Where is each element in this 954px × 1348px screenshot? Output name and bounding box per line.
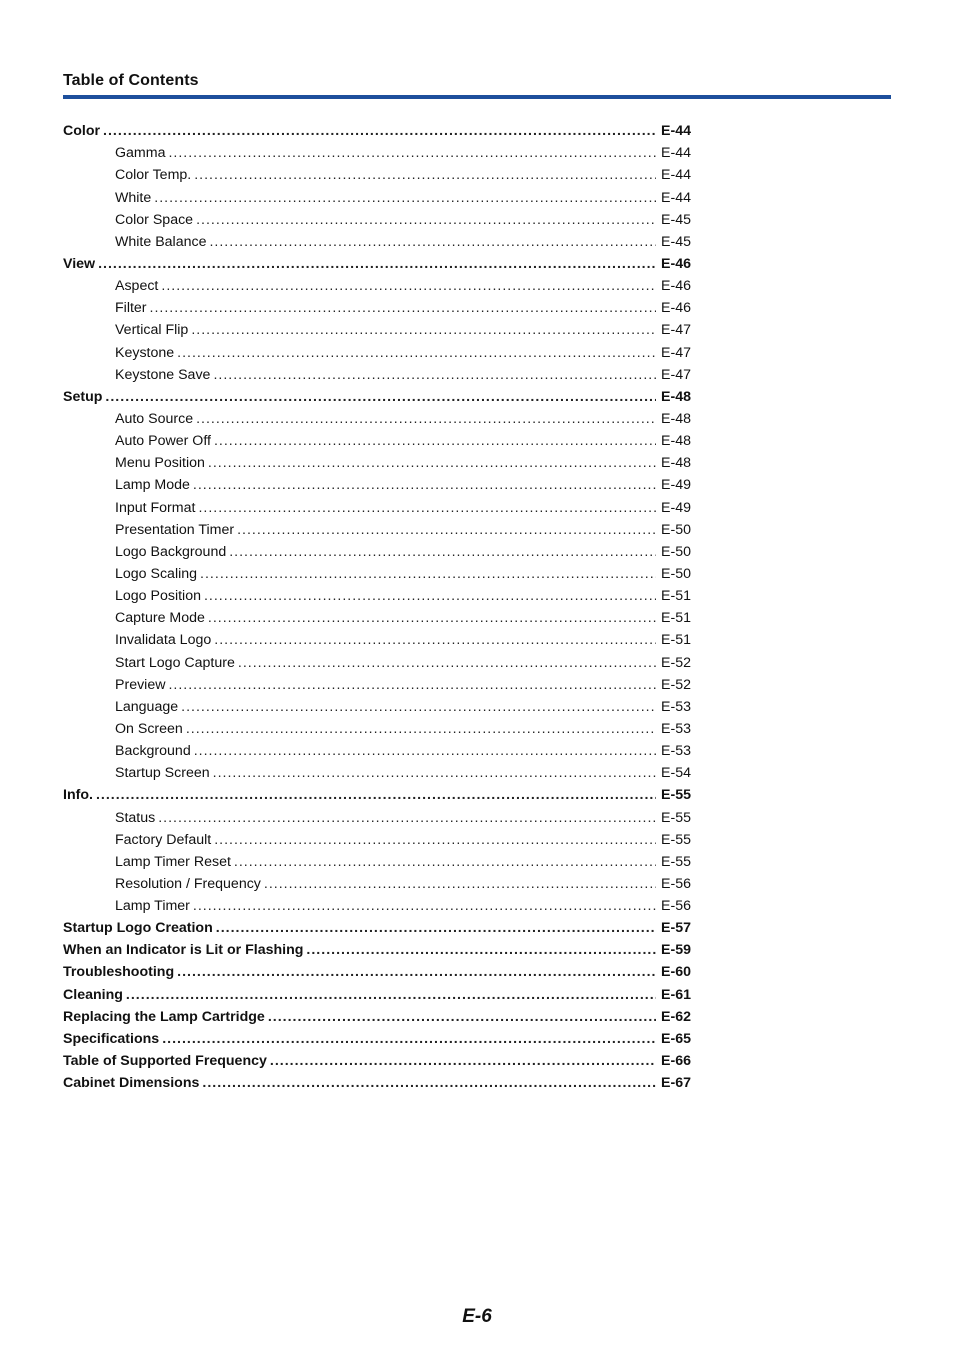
toc-subsection-entry[interactable]	[63, 806, 691, 828]
dot-leader	[177, 961, 656, 983]
dot-leader	[162, 1028, 656, 1050]
toc-entry-label: Keystone	[115, 344, 175, 361]
toc-entry-page: E-55	[661, 809, 691, 826]
dot-leader	[98, 253, 656, 275]
toc-entry-label: Menu Position	[115, 455, 205, 472]
toc-entry-label: Lamp Timer	[115, 898, 190, 915]
toc-entry-page: E-47	[661, 322, 691, 339]
toc-entry-page: E-60	[661, 964, 691, 981]
toc-subsection-entry[interactable]	[63, 186, 691, 208]
toc-subsection-entry[interactable]	[63, 607, 691, 629]
toc-entry-label: Factory Default	[115, 831, 212, 848]
toc-entry-page: E-57	[661, 920, 691, 937]
toc-subsection-entry[interactable]	[63, 762, 691, 784]
toc-subsection-entry[interactable]	[63, 209, 691, 231]
toc-subsection-entry[interactable]	[63, 142, 691, 164]
dot-leader	[214, 430, 656, 452]
toc-entry-label: Lamp Mode	[115, 477, 190, 494]
toc-entry-label: Lamp Timer Reset	[115, 853, 231, 870]
toc-subsection-entry[interactable]	[63, 341, 691, 363]
toc-section-entry[interactable]	[63, 983, 691, 1005]
toc-subsection-entry[interactable]	[63, 474, 691, 496]
dot-leader	[214, 629, 656, 651]
toc-entry-label: Replacing the Lamp Cartridge	[63, 1008, 265, 1025]
toc-subsection-entry[interactable]	[63, 651, 691, 673]
toc-subsection-entry[interactable]	[63, 364, 691, 386]
toc-entry-page: E-44	[661, 123, 691, 140]
toc-entry-page: E-46	[661, 255, 691, 272]
toc-section-entry[interactable]	[63, 784, 691, 806]
toc-entry-page: E-45	[661, 233, 691, 250]
toc-entry-page: E-50	[661, 521, 691, 538]
header-divider	[63, 95, 891, 99]
toc-entry-page: E-65	[661, 1030, 691, 1047]
dot-leader	[213, 364, 656, 386]
toc-entry-page: E-44	[661, 167, 691, 184]
toc-entry-page: E-55	[661, 787, 691, 804]
toc-entry-label: Vertical Flip	[115, 322, 189, 339]
toc-entry-label: White	[115, 189, 152, 206]
toc-entry-page: E-55	[661, 853, 691, 870]
toc-entry-label: Invalidata Logo	[115, 632, 212, 649]
toc-entry-label: Input Format	[115, 499, 196, 516]
toc-subsection-entry[interactable]	[63, 519, 691, 541]
toc-section-entry[interactable]	[63, 253, 691, 275]
dot-leader	[154, 187, 656, 209]
toc-section-entry[interactable]	[63, 939, 691, 961]
toc-section-entry[interactable]	[63, 961, 691, 983]
dot-leader	[177, 342, 656, 364]
dot-leader	[234, 851, 656, 873]
toc-entry-label: Startup Logo Creation	[63, 920, 213, 937]
dot-leader	[200, 563, 656, 585]
toc-section-entry[interactable]	[63, 120, 691, 142]
page-number: E-6	[462, 1306, 492, 1327]
toc-entry-label: Specifications	[63, 1030, 160, 1047]
toc-subsection-entry[interactable]	[63, 231, 691, 253]
dot-leader	[96, 784, 656, 806]
toc-entry-label: Info.	[63, 787, 93, 804]
toc-section-entry[interactable]	[63, 917, 691, 939]
toc-entry-page: E-46	[661, 300, 691, 317]
dot-leader	[208, 607, 656, 629]
dot-leader	[216, 917, 656, 939]
toc-entry-label: Color Temp.	[115, 167, 192, 184]
dot-leader	[238, 652, 656, 674]
toc-entry-page: E-48	[661, 388, 691, 405]
toc-entry-label: Auto Source	[115, 410, 194, 427]
dot-leader	[196, 209, 656, 231]
dot-leader	[105, 386, 656, 408]
dot-leader	[237, 519, 656, 541]
dot-leader	[204, 585, 656, 607]
toc-entry-label: Preview	[115, 676, 166, 693]
toc-entry-label: Filter	[115, 300, 147, 317]
toc-entry-page: E-59	[661, 942, 691, 959]
toc-section-entry[interactable]	[63, 386, 691, 408]
toc-entry-label: Capture Mode	[115, 610, 205, 627]
toc-section-entry[interactable]	[63, 1006, 691, 1028]
toc-subsection-entry[interactable]	[63, 541, 691, 563]
toc-subsection-entry[interactable]	[63, 297, 691, 319]
toc-entry-page: E-51	[661, 588, 691, 605]
toc-entry-page: E-56	[661, 875, 691, 892]
toc-subsection-entry[interactable]	[63, 829, 691, 851]
toc-entry-page: E-48	[661, 410, 691, 427]
toc-subsection-entry[interactable]	[63, 319, 691, 341]
toc-entry-label: Presentation Timer	[115, 521, 235, 538]
toc-entry-label: Logo Position	[115, 588, 201, 605]
toc-subsection-entry[interactable]	[63, 164, 691, 186]
dot-leader	[161, 275, 656, 297]
toc-subsection-entry[interactable]	[63, 408, 691, 430]
toc-entry-label: Cabinet Dimensions	[63, 1075, 200, 1092]
toc-entry-page: E-67	[661, 1075, 691, 1092]
toc-entry-page: E-50	[661, 565, 691, 582]
toc-entry-page: E-50	[661, 543, 691, 560]
toc-entry-page: E-45	[661, 211, 691, 228]
toc-entry-page: E-47	[661, 344, 691, 361]
toc-section-entry[interactable]	[63, 1072, 691, 1094]
toc-entry-page: E-53	[661, 743, 691, 760]
toc-section-entry[interactable]	[63, 1050, 691, 1072]
dot-leader	[181, 696, 656, 718]
toc-entry-label: Aspect	[115, 278, 159, 295]
toc-entry-label: Start Logo Capture	[115, 654, 235, 671]
toc-entry-label: Gamma	[115, 145, 166, 162]
toc-entry-page: E-54	[661, 765, 691, 782]
toc-entry-label: Startup Screen	[115, 765, 210, 782]
toc-subsection-entry[interactable]	[63, 696, 691, 718]
toc-entry-label: Color Space	[115, 211, 194, 228]
toc-entry-label: Resolution / Frequency	[115, 875, 261, 892]
page-title: Table of Contents	[63, 72, 199, 89]
toc-entry-page: E-53	[661, 698, 691, 715]
dot-leader	[270, 1050, 656, 1072]
toc-entry-page: E-51	[661, 632, 691, 649]
toc-subsection-entry[interactable]	[63, 430, 691, 452]
dot-leader	[158, 807, 656, 829]
toc-subsection-entry[interactable]	[63, 563, 691, 585]
toc-entry-label: Troubleshooting	[63, 964, 175, 981]
dot-leader	[150, 297, 656, 319]
dot-leader	[268, 1006, 656, 1028]
toc-entry-page: E-62	[661, 1008, 691, 1025]
toc-entry-label: Setup	[63, 388, 103, 405]
toc-section-entry[interactable]	[63, 1028, 691, 1050]
toc-entry-label: When an Indicator is Lit or Flashing	[63, 942, 304, 959]
toc-subsection-entry[interactable]	[63, 895, 691, 917]
dot-leader	[193, 474, 656, 496]
toc-entry-label: Logo Background	[115, 543, 227, 560]
toc-subsection-entry[interactable]	[63, 740, 691, 762]
dot-leader	[306, 939, 656, 961]
toc-entry-label: Logo Scaling	[115, 565, 198, 582]
toc-entry-page: E-48	[661, 433, 691, 450]
toc-entry-page: E-47	[661, 366, 691, 383]
dot-leader	[214, 829, 656, 851]
toc-entry-label: Color	[63, 123, 101, 140]
toc-entry-label: Background	[115, 743, 191, 760]
toc-entry-page: E-51	[661, 610, 691, 627]
toc-entry-page: E-53	[661, 720, 691, 737]
toc-entry-label: Language	[115, 698, 179, 715]
table-of-contents	[63, 120, 691, 1094]
toc-entry-page: E-48	[661, 455, 691, 472]
dot-leader	[168, 674, 656, 696]
dot-leader	[229, 541, 656, 563]
dot-leader	[193, 895, 656, 917]
dot-leader	[194, 164, 656, 186]
toc-entry-page: E-55	[661, 831, 691, 848]
toc-entry-page: E-49	[661, 477, 691, 494]
toc-entry-page: E-66	[661, 1053, 691, 1070]
toc-entry-page: E-52	[661, 654, 691, 671]
toc-subsection-entry[interactable]	[63, 674, 691, 696]
toc-entry-page: E-46	[661, 278, 691, 295]
toc-entry-page: E-44	[661, 145, 691, 162]
dot-leader	[191, 319, 656, 341]
toc-entry-label: Cleaning	[63, 986, 123, 1003]
toc-entry-page: E-49	[661, 499, 691, 516]
toc-entry-label: On Screen	[115, 720, 183, 737]
dot-leader	[103, 120, 656, 142]
toc-entry-label: Auto Power Off	[115, 433, 211, 450]
dot-leader	[209, 231, 656, 253]
toc-subsection-entry[interactable]	[63, 629, 691, 651]
toc-subsection-entry[interactable]	[63, 873, 691, 895]
toc-entry-label: White Balance	[115, 233, 207, 250]
toc-entry-label: Status	[115, 809, 156, 826]
toc-entry-page: E-61	[661, 986, 691, 1003]
toc-subsection-entry[interactable]	[63, 718, 691, 740]
toc-subsection-entry[interactable]	[63, 585, 691, 607]
toc-entry-page: E-44	[661, 189, 691, 206]
dot-leader	[202, 1072, 656, 1094]
dot-leader	[196, 408, 656, 430]
dot-leader	[264, 873, 656, 895]
dot-leader	[208, 452, 656, 474]
dot-leader	[126, 984, 656, 1006]
dot-leader	[198, 497, 656, 519]
dot-leader	[168, 142, 656, 164]
toc-subsection-entry[interactable]	[63, 452, 691, 474]
toc-subsection-entry[interactable]	[63, 275, 691, 297]
toc-entry-label: Keystone Save	[115, 366, 211, 383]
dot-leader	[213, 762, 656, 784]
toc-entry-label: Table of Supported Frequency	[63, 1053, 267, 1070]
toc-subsection-entry[interactable]	[63, 851, 691, 873]
dot-leader	[186, 718, 656, 740]
dot-leader	[194, 740, 656, 762]
toc-subsection-entry[interactable]	[63, 496, 691, 518]
toc-entry-page: E-56	[661, 898, 691, 915]
toc-entry-page: E-52	[661, 676, 691, 693]
toc-entry-label: View	[63, 255, 96, 272]
